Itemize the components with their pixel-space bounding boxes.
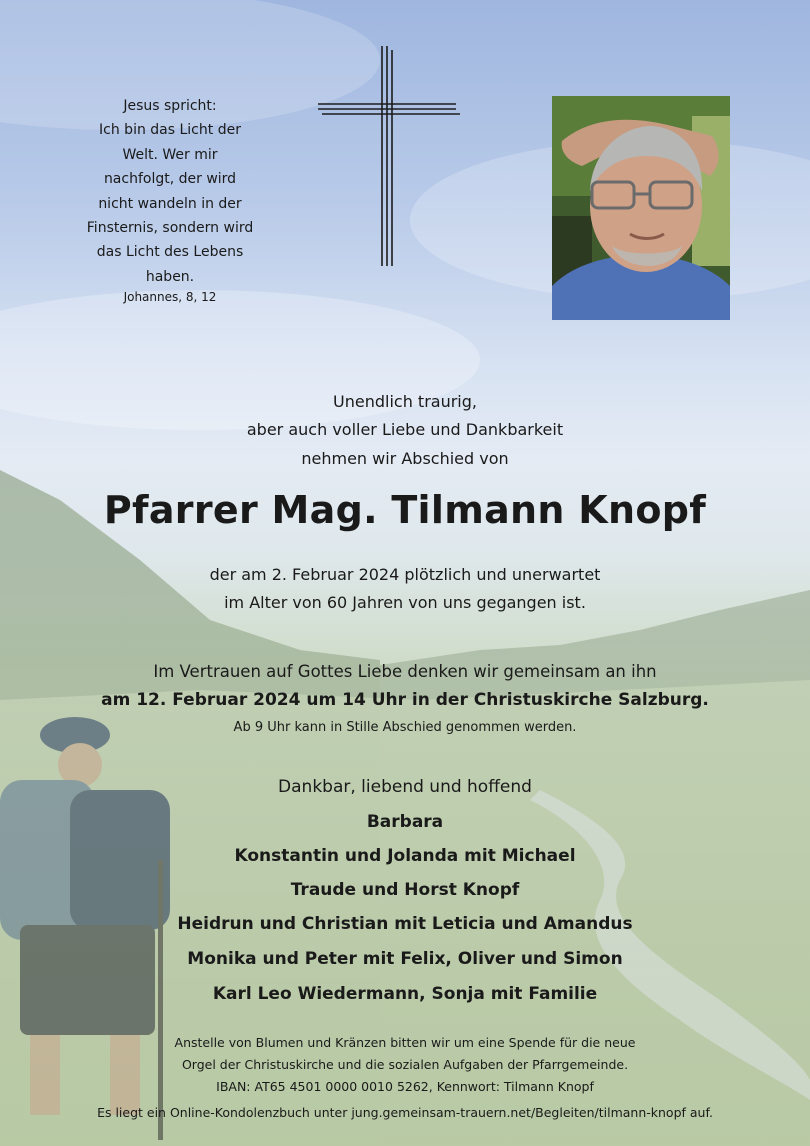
- death-info-line: der am 2. Februar 2024 plötzlich und unerwartet: [209, 565, 601, 584]
- cross-icon: [316, 44, 462, 270]
- farewell-note: Ab 9 Uhr kann in Stille Abschied genommen werden.: [233, 720, 577, 735]
- condolence-book-note: Es liegt ein Online-Kondolenzbuch unter jung.gemeinsam-trauern.net/Begleiten/tilmann-knopf auf.: [97, 1105, 713, 1120]
- mourners-heading: Dankbar, liebend und hoffend: [278, 777, 532, 797]
- mourner-name: Karl Leo Wiedermann, Sonja mit Familie: [212, 984, 598, 1004]
- donation-note: Anstelle von Blumen und Kränzen bitten wir um eine Spende für die neue: [174, 1035, 636, 1050]
- iban-line: IBAN: AT65 4501 0000 0010 5262, Kennwort: Tilmann Knopf: [216, 1079, 594, 1094]
- quote-line: Finsternis, sondern wird: [86, 220, 254, 237]
- donation-note: Orgel der Christuskirche und die sozialen Aufgaben der Pfarrgemeinde.: [181, 1057, 629, 1072]
- bible-quote: [70, 94, 270, 289]
- quote-line: das Licht des Lebens: [96, 244, 244, 261]
- quote-line: nicht wandeln in der: [98, 195, 242, 212]
- deceased-portrait: [552, 96, 730, 320]
- mourner-name: Konstantin und Jolanda mit Michael: [234, 846, 576, 866]
- deceased-name: Pfarrer Mag. Tilmann Knopf: [103, 488, 707, 532]
- memorial-line: Im Vertrauen auf Gottes Liebe denken wir gemeinsam an ihn: [153, 662, 657, 681]
- quote-line: Welt. Wer mir: [122, 146, 218, 163]
- intro-line: Unendlich traurig,: [333, 392, 477, 411]
- intro-line: nehmen wir Abschied von: [301, 449, 509, 468]
- quote-line: Jesus spricht:: [123, 98, 217, 114]
- mourner-name: Traude und Horst Knopf: [290, 880, 520, 900]
- quote-line: nachfolgt, der wird: [103, 171, 237, 188]
- intro-line: aber auch voller Liebe und Dankbarkeit: [246, 420, 564, 439]
- quote-line: haben.: [145, 268, 195, 285]
- mourner-name: Barbara: [366, 812, 444, 832]
- quote-reference: Johannes, 8, 12: [123, 290, 217, 304]
- mourner-name: Heidrun und Christian mit Leticia und Amandus: [177, 914, 633, 934]
- mourner-name: Monika und Peter mit Felix, Oliver und Simon: [187, 949, 623, 969]
- death-info-line: im Alter von 60 Jahren von uns gegangen ist.: [224, 593, 586, 612]
- quote-line: Ich bin das Licht der: [99, 122, 241, 139]
- memorial-date-place: am 12. Februar 2024 um 14 Uhr in der Christuskirche Salzburg.: [101, 690, 709, 710]
